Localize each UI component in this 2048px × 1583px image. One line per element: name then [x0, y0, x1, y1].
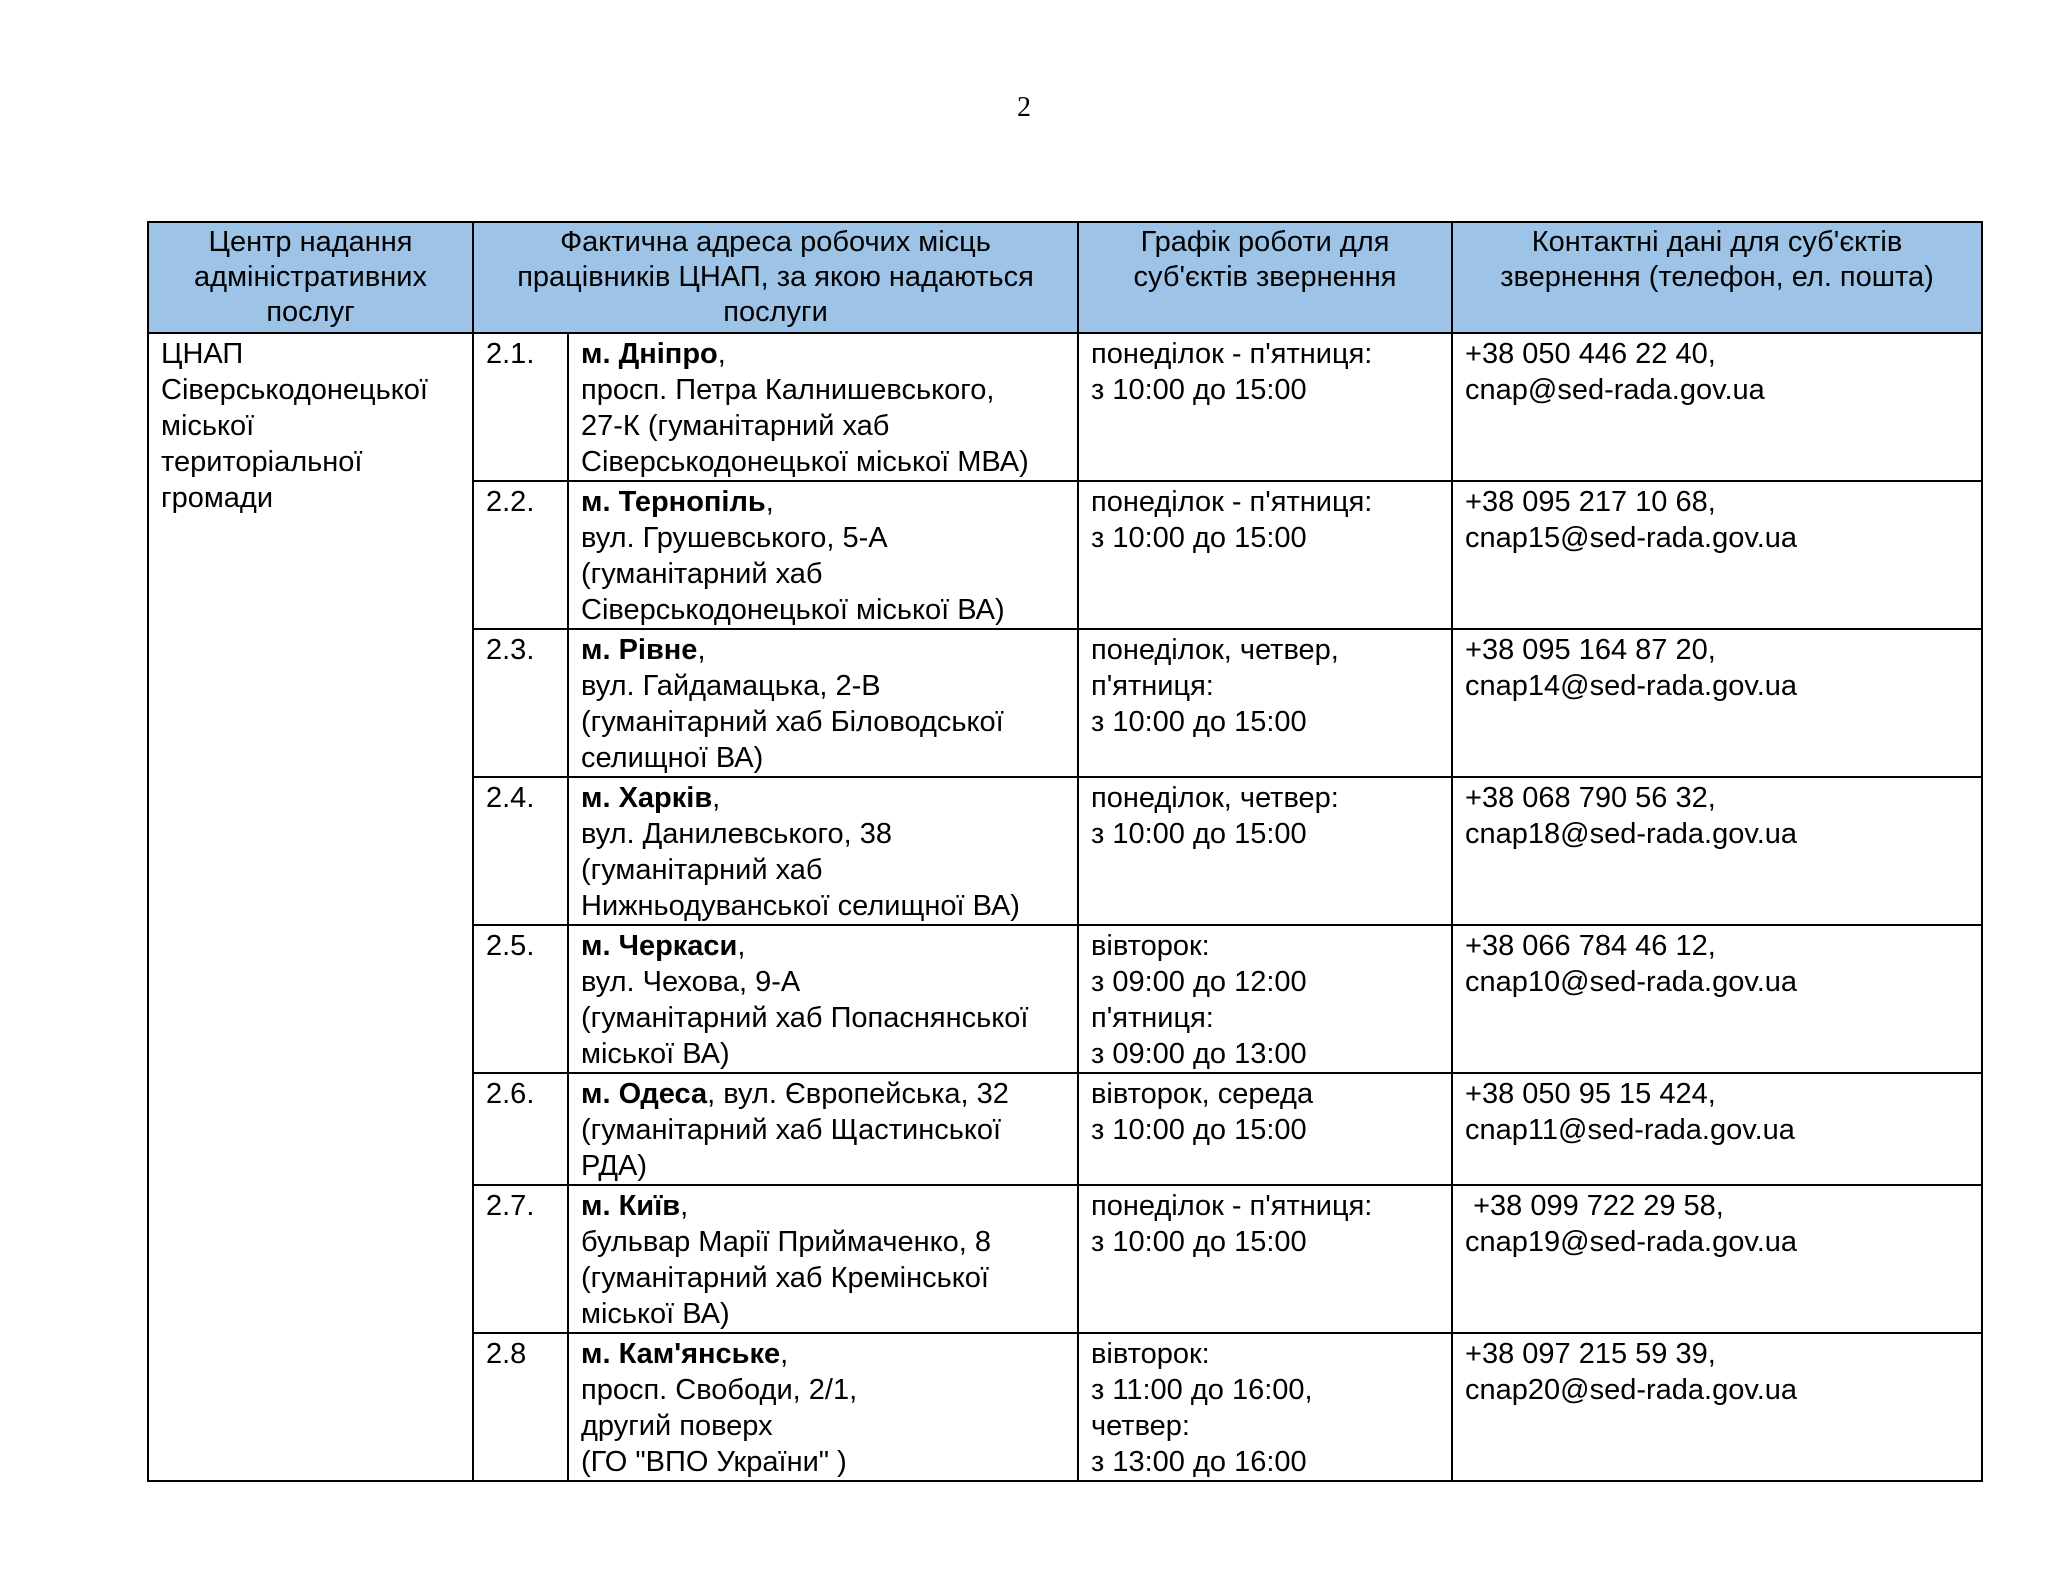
address-first-line [581, 780, 1065, 816]
schedule-line: п'ятниця: [1091, 670, 1214, 702]
schedule-line: з 09:00 до 12:00 [1091, 966, 1307, 998]
email-address[interactable]: cnap19@sed-rada.gov.ua [1465, 1226, 1798, 1258]
row-number: 2.1. [473, 333, 568, 481]
address-line: (гуманітарний хаб Щастинської [581, 1114, 1002, 1146]
address-cell [568, 777, 1078, 925]
schedule-line: з 09:00 до 13:00 [1091, 1038, 1307, 1070]
city-name: м. Черкаси [581, 930, 738, 962]
schedule-line: понеділок, четвер, [1091, 634, 1339, 666]
phone-number: +38 068 790 56 32, [1465, 782, 1716, 814]
schedule-line: з 10:00 до 15:00 [1091, 706, 1307, 738]
address-line: (гуманітарний хаб Попаснянської [581, 1002, 1029, 1034]
email-address[interactable]: cnap14@sed-rada.gov.ua [1465, 670, 1798, 702]
contact-cell [1452, 777, 1982, 925]
city-name: м. Харків [581, 782, 713, 814]
schedule-cell [1078, 1185, 1452, 1333]
schedule-cell [1078, 1333, 1452, 1481]
table-row [148, 333, 1982, 481]
email-address[interactable]: cnap15@sed-rada.gov.ua [1465, 522, 1798, 554]
email-address[interactable]: cnap10@sed-rada.gov.ua [1465, 966, 1798, 998]
schedule-cell [1078, 777, 1452, 925]
header-schedule: Графік роботи для суб'єктів звернення [1078, 222, 1452, 333]
email-address[interactable]: cnap11@sed-rada.gov.ua [1465, 1114, 1795, 1146]
address-first-rest: , [765, 486, 774, 518]
row-number: 2.2. [473, 481, 568, 629]
phone-number: +38 050 95 15 424, [1465, 1078, 1716, 1110]
schedule-cell [1078, 481, 1452, 629]
address-first-rest: , [737, 930, 746, 962]
address-line: вул. Данилевського, 38 [581, 818, 892, 850]
center-name-line: Сіверськодонецької [161, 374, 428, 406]
city-name: м. Тернопіль [581, 486, 766, 518]
address-line: міської ВА) [581, 1038, 730, 1070]
address-first-rest: , вул. Європейська, 32 [707, 1078, 1009, 1110]
address-cell [568, 1073, 1078, 1185]
schedule-line: вівторок: [1091, 1338, 1210, 1370]
schedule-cell [1078, 925, 1452, 1073]
contact-cell [1452, 1185, 1982, 1333]
address-first-rest: , [717, 338, 726, 370]
address-line: Нижньодуванської селищної ВА) [581, 890, 1020, 922]
address-line: (гуманітарний хаб [581, 854, 823, 886]
schedule-line: понеділок - п'ятниця: [1091, 486, 1373, 518]
address-cell [568, 333, 1078, 481]
schedule-line: з 10:00 до 15:00 [1091, 1226, 1307, 1258]
address-first-line [581, 336, 1065, 372]
phone-number: +38 097 215 59 39, [1465, 1338, 1716, 1370]
address-line: РДА) [581, 1150, 648, 1182]
center-name-line: громади [161, 482, 274, 514]
schedule-line: з 10:00 до 15:00 [1091, 1114, 1307, 1146]
address-cell [568, 1333, 1078, 1481]
phone-number: +38 066 784 46 12, [1465, 930, 1716, 962]
address-line: 27-К (гуманітарний хаб [581, 410, 890, 442]
row-number: 2.7. [473, 1185, 568, 1333]
schedule-line: з 10:00 до 15:00 [1091, 818, 1307, 850]
contact-cell [1452, 629, 1982, 777]
schedule-cell [1078, 333, 1452, 481]
phone-number: +38 095 164 87 20, [1465, 634, 1716, 666]
address-line: Сіверськодонецької міської ВА) [581, 594, 1005, 626]
schedule-cell [1078, 1073, 1452, 1185]
address-first-line [581, 1188, 1065, 1224]
address-first-line [581, 484, 1065, 520]
address-first-rest: , [697, 634, 706, 666]
row-number: 2.5. [473, 925, 568, 1073]
contact-cell [1452, 1333, 1982, 1481]
address-line: просп. Петра Калнишевського, [581, 374, 995, 406]
address-first-rest: , [712, 782, 721, 814]
city-name: м. Кам'янське [581, 1338, 781, 1370]
address-line: (гуманітарний хаб Біловодської [581, 706, 1004, 738]
schedule-line: з 10:00 до 15:00 [1091, 522, 1307, 554]
contact-cell [1452, 481, 1982, 629]
center-name-cell [148, 333, 473, 1481]
header-address: Фактична адреса робочих місць працівників ЦНАП, за якою надаються послуги [473, 222, 1078, 333]
address-first-rest: , [680, 1190, 689, 1222]
schedule-line: з 13:00 до 16:00 [1091, 1446, 1307, 1478]
page-number: 2 [1017, 92, 1031, 123]
email-address[interactable]: cnap20@sed-rada.gov.ua [1465, 1374, 1798, 1406]
address-line: другий поверх [581, 1410, 773, 1442]
schedule-line: понеділок - п'ятниця: [1091, 1190, 1373, 1222]
contact-cell [1452, 925, 1982, 1073]
city-name: м. Київ [581, 1190, 681, 1222]
address-first-line [581, 928, 1065, 964]
header-center: Центр надання адміністративних послуг [148, 222, 473, 333]
schedule-line: п'ятниця: [1091, 1002, 1214, 1034]
address-cell [568, 1185, 1078, 1333]
schedule-line: понеділок, четвер: [1091, 782, 1339, 814]
address-cell [568, 481, 1078, 629]
center-name-line: міської [161, 410, 255, 442]
address-line: вул. Чехова, 9-А [581, 966, 801, 998]
table-header-row [148, 222, 1982, 333]
phone-number: +38 099 722 29 58, [1465, 1190, 1724, 1222]
address-line: Сіверськодонецької міської МВА) [581, 446, 1029, 478]
address-first-line [581, 1076, 1065, 1112]
schedule-line: вівторок: [1091, 930, 1210, 962]
header-contacts: Контактні дані для суб'єктів звернення (телефон, ел. пошта) [1452, 222, 1982, 333]
address-line: вул. Грушевського, 5-А [581, 522, 888, 554]
row-number: 2.8 [473, 1333, 568, 1481]
address-line: (гуманітарний хаб Кремінської [581, 1262, 989, 1294]
address-cell [568, 629, 1078, 777]
phone-number: +38 050 446 22 40, [1465, 338, 1716, 370]
schedule-line: вівторок, середа [1091, 1078, 1314, 1110]
address-line: вул. Гайдамацька, 2-В [581, 670, 881, 702]
schedule-cell [1078, 629, 1452, 777]
contact-cell [1452, 1073, 1982, 1185]
phone-number: +38 095 217 10 68, [1465, 486, 1716, 518]
address-line: бульвар Марії Приймаченко, 8 [581, 1226, 991, 1258]
address-line: міської ВА) [581, 1298, 730, 1330]
address-line: (гуманітарний хаб [581, 558, 823, 590]
address-cell [568, 925, 1078, 1073]
address-line: просп. Свободи, 2/1, [581, 1374, 858, 1406]
address-first-rest: , [780, 1338, 789, 1370]
email-address[interactable]: cnap18@sed-rada.gov.ua [1465, 818, 1798, 850]
schedule-line: понеділок - п'ятниця: [1091, 338, 1373, 370]
row-number: 2.6. [473, 1073, 568, 1185]
contact-cell [1452, 333, 1982, 481]
schedule-line: з 10:00 до 15:00 [1091, 374, 1307, 406]
schedule-line: з 11:00 до 16:00, [1091, 1374, 1313, 1406]
address-first-line [581, 1336, 1065, 1372]
row-number: 2.4. [473, 777, 568, 925]
address-line: селищної ВА) [581, 742, 764, 774]
center-name-line: територіальної [161, 446, 363, 478]
row-number: 2.3. [473, 629, 568, 777]
city-name: м. Дніпро [581, 338, 718, 370]
cnap-table [147, 221, 1983, 1482]
center-name-line: ЦНАП [161, 338, 244, 370]
address-line: (ГО "ВПО України" ) [581, 1446, 847, 1478]
city-name: м. Одеса [581, 1078, 708, 1110]
email-address[interactable]: cnap@sed-rada.gov.ua [1465, 374, 1765, 406]
schedule-line: четвер: [1091, 1410, 1190, 1442]
address-first-line [581, 632, 1065, 668]
city-name: м. Рівне [581, 634, 698, 666]
